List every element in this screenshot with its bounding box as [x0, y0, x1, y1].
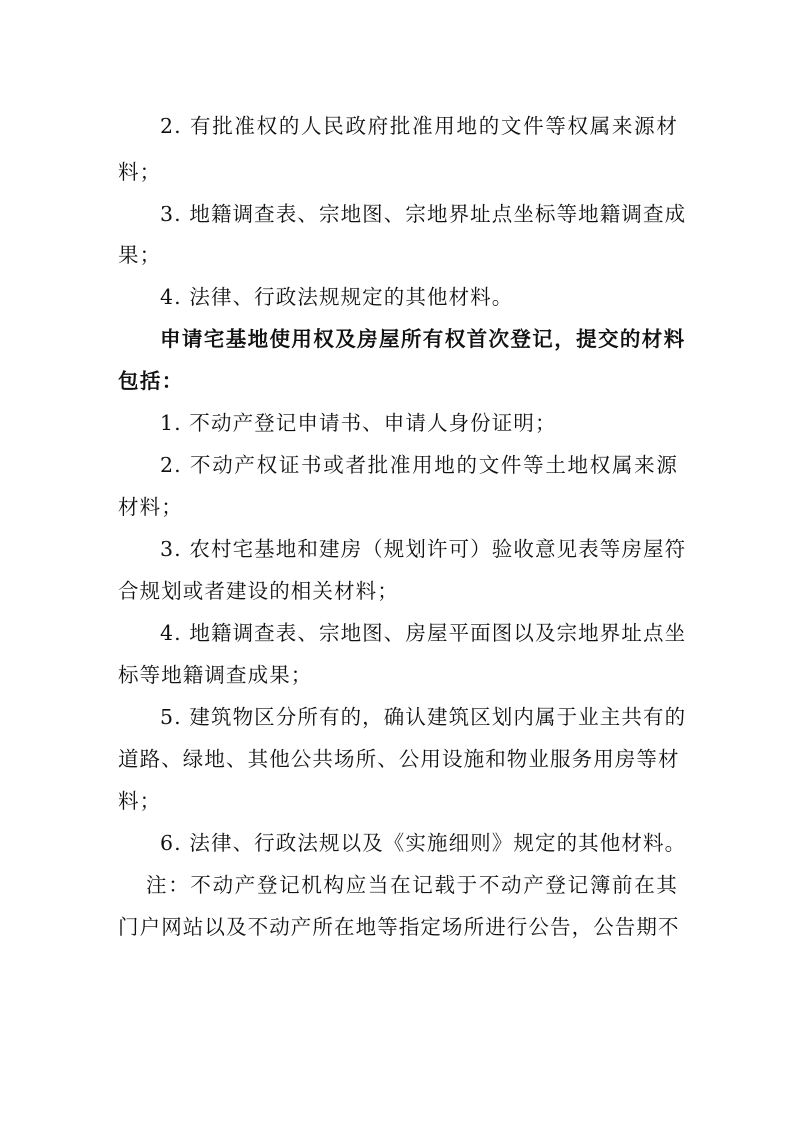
note-line-cont: 门户网站以及不动产所在地等指定场所进行公告，公告期不: [118, 915, 680, 939]
note-line: 注：不动产登记机构应当在记载于不动产登记簿前在其: [146, 873, 678, 897]
text-line-list-item-1: 1. 不动产登记申请书、申请人身份证明；: [160, 411, 557, 435]
text-line-list-item-3: 3. 农村宅基地和建房（规划许可）验收意见表等房屋符: [160, 537, 687, 561]
text-line-item-2-materials: 2. 有批准权的人民政府批准用地的文件等权属来源材: [160, 114, 678, 138]
text-line-list-item-5-cont: 道路、绿地、其他公共场所、公用设施和物业服务用房等材: [118, 747, 680, 771]
text-line-list-item-5: 5. 建筑物区分所有的，确认建筑区划内属于业主共有的: [160, 705, 687, 729]
text-line-item-2-end: 料；: [118, 160, 162, 184]
section-heading: 申请宅基地使用权及房屋所有权首次登记，提交的材料: [160, 327, 686, 351]
section-heading-end: 包括：: [118, 369, 184, 393]
text-line-list-item-6: 6. 法律、行政法规以及《实施细则》规定的其他材料。: [160, 831, 687, 855]
text-line-item-3-survey: 3. 地籍调查表、宗地图、宗地界址点坐标等地籍调查成: [160, 202, 687, 226]
text-line-list-item-4-end: 标等地籍调查成果；: [118, 663, 313, 687]
text-line-list-item-2: 2. 不动产权证书或者批准用地的文件等土地权属来源: [160, 453, 678, 477]
text-line-list-item-3-end: 合规划或者建设的相关材料；: [118, 579, 399, 603]
text-line-list-item-4: 4. 地籍调查表、宗地图、房屋平面图以及宗地界址点坐: [160, 621, 687, 645]
text-line-list-item-2-end: 材料；: [118, 495, 183, 519]
text-line-list-item-5-end: 料；: [118, 789, 162, 813]
text-line-item-4-other: 4. 法律、行政法规规定的其他材料。: [160, 285, 514, 309]
text-line-item-3-end: 果；: [118, 243, 162, 267]
